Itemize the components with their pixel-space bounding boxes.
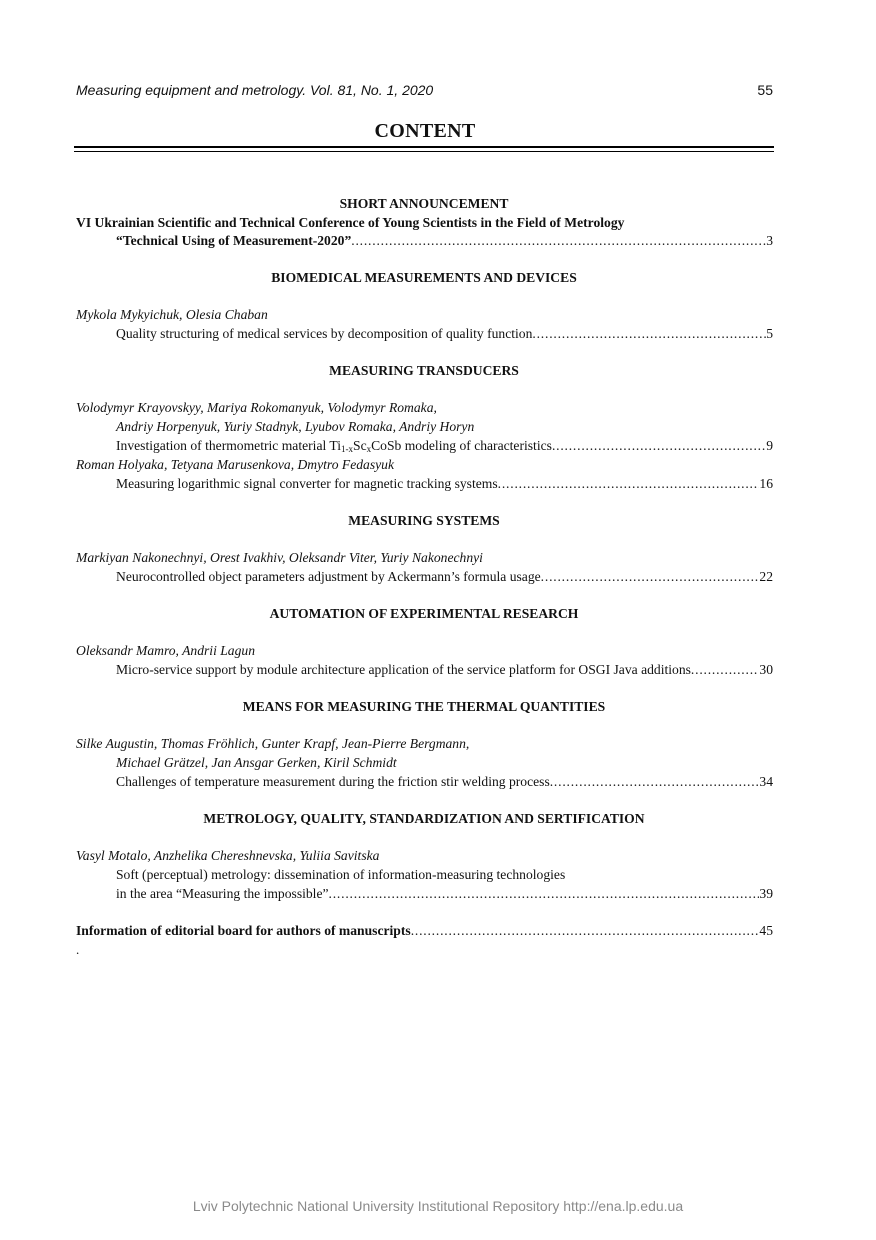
repository-footer: Lviv Polytechnic National University Institutional Repository http://ena.lp.edu.ua — [192, 1198, 684, 1214]
dot-leader — [550, 773, 760, 791]
dot-leader — [411, 922, 760, 940]
dot-leader — [351, 232, 766, 250]
toc-entry-soft-metrology[interactable] — [116, 885, 773, 903]
journal-title: Measuring equipment and metrology. Vol. 81, No. 1, 2020 — [76, 82, 434, 98]
section-heading-short-announcement: SHORT ANNOUNCEMENT — [339, 196, 509, 211]
entry-title-line1: Soft (perceptual) metrology: dissemination of information-measuring technologies — [116, 867, 566, 882]
entry-authors: Markiyan Nakonechnyi, Orest Ivakhiv, Oleksandr Viter, Yuriy Nakonechnyi — [76, 550, 483, 565]
entry-page-number: 39 — [759, 886, 773, 901]
entry-page-number: 30 — [759, 662, 773, 677]
toc-entry-neurocontrolled[interactable] — [116, 568, 773, 586]
dot-leader — [498, 475, 760, 493]
entry-page-number: 34 — [759, 774, 773, 789]
title-subscript: 1-x — [341, 444, 354, 454]
entry-page-number: 22 — [759, 569, 773, 584]
entry-title: Measuring logarithmic signal converter for magnetic tracking systems — [116, 476, 498, 491]
stray-dot: . — [76, 942, 80, 957]
toc-entry-quality-structuring[interactable] — [116, 325, 773, 343]
entry-page-number: 45 — [759, 923, 773, 938]
entry-authors: Roman Holyaka, Tetyana Marusenkova, Dmytro Fedasyuk — [76, 457, 394, 472]
title-part: Sc — [353, 438, 367, 453]
page-title: CONTENT — [374, 120, 476, 142]
title-part: CoSb modeling of characteristics — [371, 438, 552, 453]
entry-authors: Vasyl Motalo, Anzhelika Chereshnevska, Yuliia Savitska — [76, 848, 380, 863]
title-rule-thick — [74, 146, 774, 148]
dot-leader — [532, 325, 766, 343]
dot-leader — [329, 885, 760, 903]
dot-leader — [552, 437, 766, 455]
toc-entry-micro-service[interactable] — [116, 661, 773, 679]
toc-entry-logarithmic-converter[interactable] — [116, 475, 773, 493]
entry-authors: Silke Augustin, Thomas Fröhlich, Gunter Krapf, Jean-Pierre Bergmann, — [76, 736, 470, 751]
title-rule-thin — [74, 151, 774, 152]
announcement-title-line2: “Technical Using of Measurement-2020” — [116, 233, 352, 248]
entry-authors: Volodymyr Krayovskyy, Mariya Rokomanyuk, Volodymyr Romaka, — [76, 400, 437, 415]
dot-leader — [541, 568, 760, 586]
page-number: 55 — [757, 82, 773, 98]
dot-leader — [691, 661, 759, 679]
entry-title — [116, 437, 552, 458]
entry-page-number: 3 — [766, 233, 773, 248]
entry-title-line2: in the area “Measuring the impossible” — [116, 886, 329, 901]
toc-entry-editorial-information[interactable] — [76, 922, 773, 940]
section-heading-measuring-transducers: MEASURING TRANSDUCERS — [329, 363, 519, 378]
toc-entry-announcement[interactable] — [116, 232, 773, 250]
section-heading-thermal-quantities: MEANS FOR MEASURING THE THERMAL QUANTITIES — [242, 699, 606, 714]
toc-entry-friction-stir-welding[interactable] — [116, 773, 773, 791]
entry-page-number: 5 — [766, 326, 773, 341]
title-subscript: x — [366, 444, 372, 454]
entry-title: Challenges of temperature measurement during the friction stir welding process — [116, 774, 550, 789]
toc-entry-thermometric-material[interactable] — [116, 437, 773, 458]
section-heading-measuring-systems: MEASURING SYSTEMS — [348, 513, 500, 528]
section-heading-metrology: METROLOGY, QUALITY, STANDARDIZATION AND SERTIFICATION — [203, 811, 645, 826]
entry-title: Micro-service support by module architecture application of the service platform for OSGI Java additions — [116, 662, 691, 677]
section-heading-biomedical: BIOMEDICAL MEASUREMENTS AND DEVICES — [271, 270, 577, 285]
running-head — [76, 82, 773, 102]
announcement-title-line1: VI Ukrainian Scientific and Technical Conference of Young Scientists in the Field of Metrology — [76, 215, 625, 230]
entry-authors: Mykola Mykyichuk, Olesia Chaban — [76, 307, 268, 322]
entry-authors: Oleksandr Mamro, Andrii Lagun — [76, 643, 255, 658]
entry-title: Information of editorial board for authors of manuscripts — [76, 923, 411, 938]
entry-page-number: 16 — [759, 476, 773, 491]
entry-authors-continued: Michael Grätzel, Jan Ansgar Gerken, Kiril Schmidt — [116, 755, 397, 770]
section-heading-automation: AUTOMATION OF EXPERIMENTAL RESEARCH — [269, 606, 579, 621]
title-part: Investigation of thermometric material Ti — [116, 438, 342, 453]
entry-page-number: 9 — [766, 438, 773, 453]
entry-title: Quality structuring of medical services by decomposition of quality function — [116, 326, 533, 341]
entry-authors-continued: Andriy Horpenyuk, Yuriy Stadnyk, Lyubov Romaka, Andriy Horyn — [116, 419, 475, 434]
entry-title: Neurocontrolled object parameters adjustment by Ackermann’s formula usage — [116, 569, 541, 584]
